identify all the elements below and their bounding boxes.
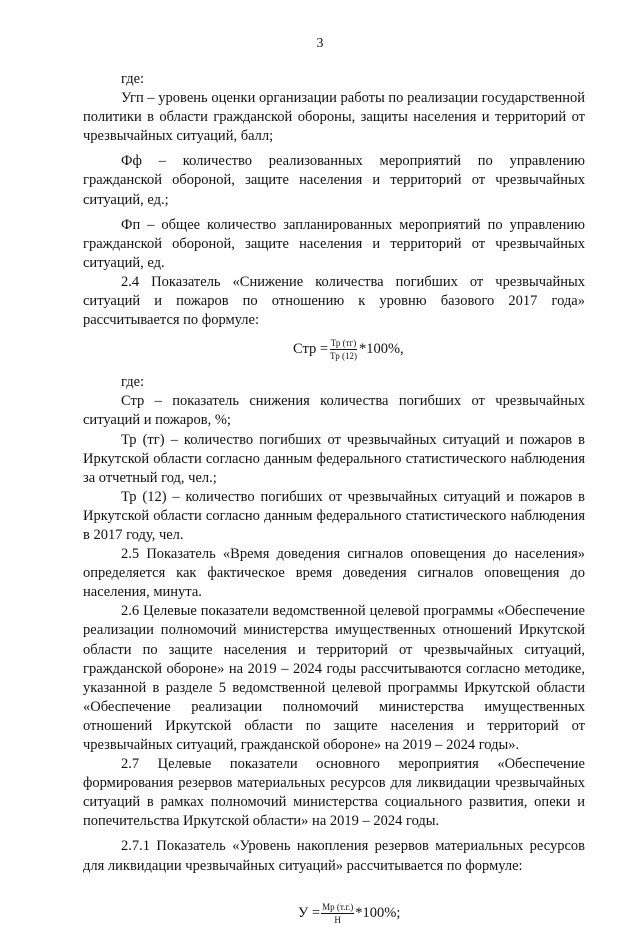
section-2-7: 2.7 Целевые показатели основного мероприятия «Обеспечение формирования резервов материальных ресурсов для ликвидации чрезвычайных ситуаций в рамках полномочий министерства социального развития, опеки и попечительства Иркутской области» на 2019 – 2024 годы. [83, 756, 585, 830]
section-2-4: 2.4 Показатель «Снижение количества погибших от чрезвычайных ситуаций и пожаров по отношению к уровню базового 2017 года» рассчитывается по формуле: [83, 273, 585, 329]
section-2-5: 2.5 Показатель «Время доведения сигналов оповещения до населения» определяется как фактическое время доведения сигналов оповещения до населения, минута. [83, 546, 585, 601]
def-ugp: Угп – уровень оценки организации работы по реализации государственной политики в области гражданской обороны, защиты населения и территорий от чрезвычайных ситуаций, балл; [83, 90, 585, 145]
section-2-7-1: 2.7.1 Показатель «Уровень накопления резервов материальных ресурсов для ликвидации чрезвычайных ситуаций» рассчитывается по формуле: [83, 838, 585, 874]
formula-u-numerator: Мр (т.г.) [322, 901, 354, 912]
formula-str-rhs: *100%, [358, 341, 404, 358]
def-fp: Фп – общее количество запланированных мероприятий по управлению гражданской обороной, защите населения и территорий от чрезвычайных ситуаций, ед. [83, 216, 585, 271]
where-label-1: где: [121, 71, 145, 87]
formula-str-denominator: Тр (12) [330, 351, 357, 362]
formula-str-lhs: Стр = [293, 341, 329, 358]
formula-u-rhs: *100%; [355, 904, 401, 921]
def-tr-tg: Тр (тг) – количество погибших от чрезвычайных ситуаций и пожаров в Иркутской области согласно данным федерального статистического наблюдения за отчетный год, чел.; [83, 431, 585, 486]
formula-u [83, 902, 585, 925]
formula-str-fraction [329, 338, 358, 361]
def-tr-12: Тр (12) – количество погибших от чрезвычайных ситуаций и пожаров в Иркутской области согласно данным федерального статистического наблюдения в 2017 году, чел. [83, 488, 585, 543]
formula-u-lhs: У = [298, 904, 321, 921]
section-2-6: 2.6 Целевые показатели ведомственной целевой программы «Обеспечение реализации полномочий министерства имущественных отношений Иркутской области по защите населения и территорий от чрезвычайных ситуаций, гражданской обороне» на 2019 – 2024 годы рассчитываются согласно методике, указанной в разделе 5 ведомственной целевой программы Иркутской области «Обеспечение реализации полномочий министерства имущественных отношений Иркутской области по защите населения и территорий от чрезвычайных ситуаций, гражданской обороне» на 2019 – 2024 годы». [83, 603, 585, 753]
formula-str-numerator: Тр (тг) [330, 338, 357, 349]
page-number: 3 [316, 36, 324, 51]
document-body [83, 70, 585, 937]
def-str: Стр – показатель снижения количества погибших от чрезвычайных ситуаций и пожаров, %; [83, 393, 585, 429]
formula-u-denominator: Н [334, 914, 341, 925]
def-ff: Фф – количество реализованных мероприятий по управлению гражданской обороной, защите населения и территорий от чрезвычайных ситуаций, ед.; [83, 153, 585, 208]
where-label-2: где: [121, 374, 145, 391]
formula-u-fraction [321, 902, 354, 925]
formula-str [83, 338, 585, 361]
